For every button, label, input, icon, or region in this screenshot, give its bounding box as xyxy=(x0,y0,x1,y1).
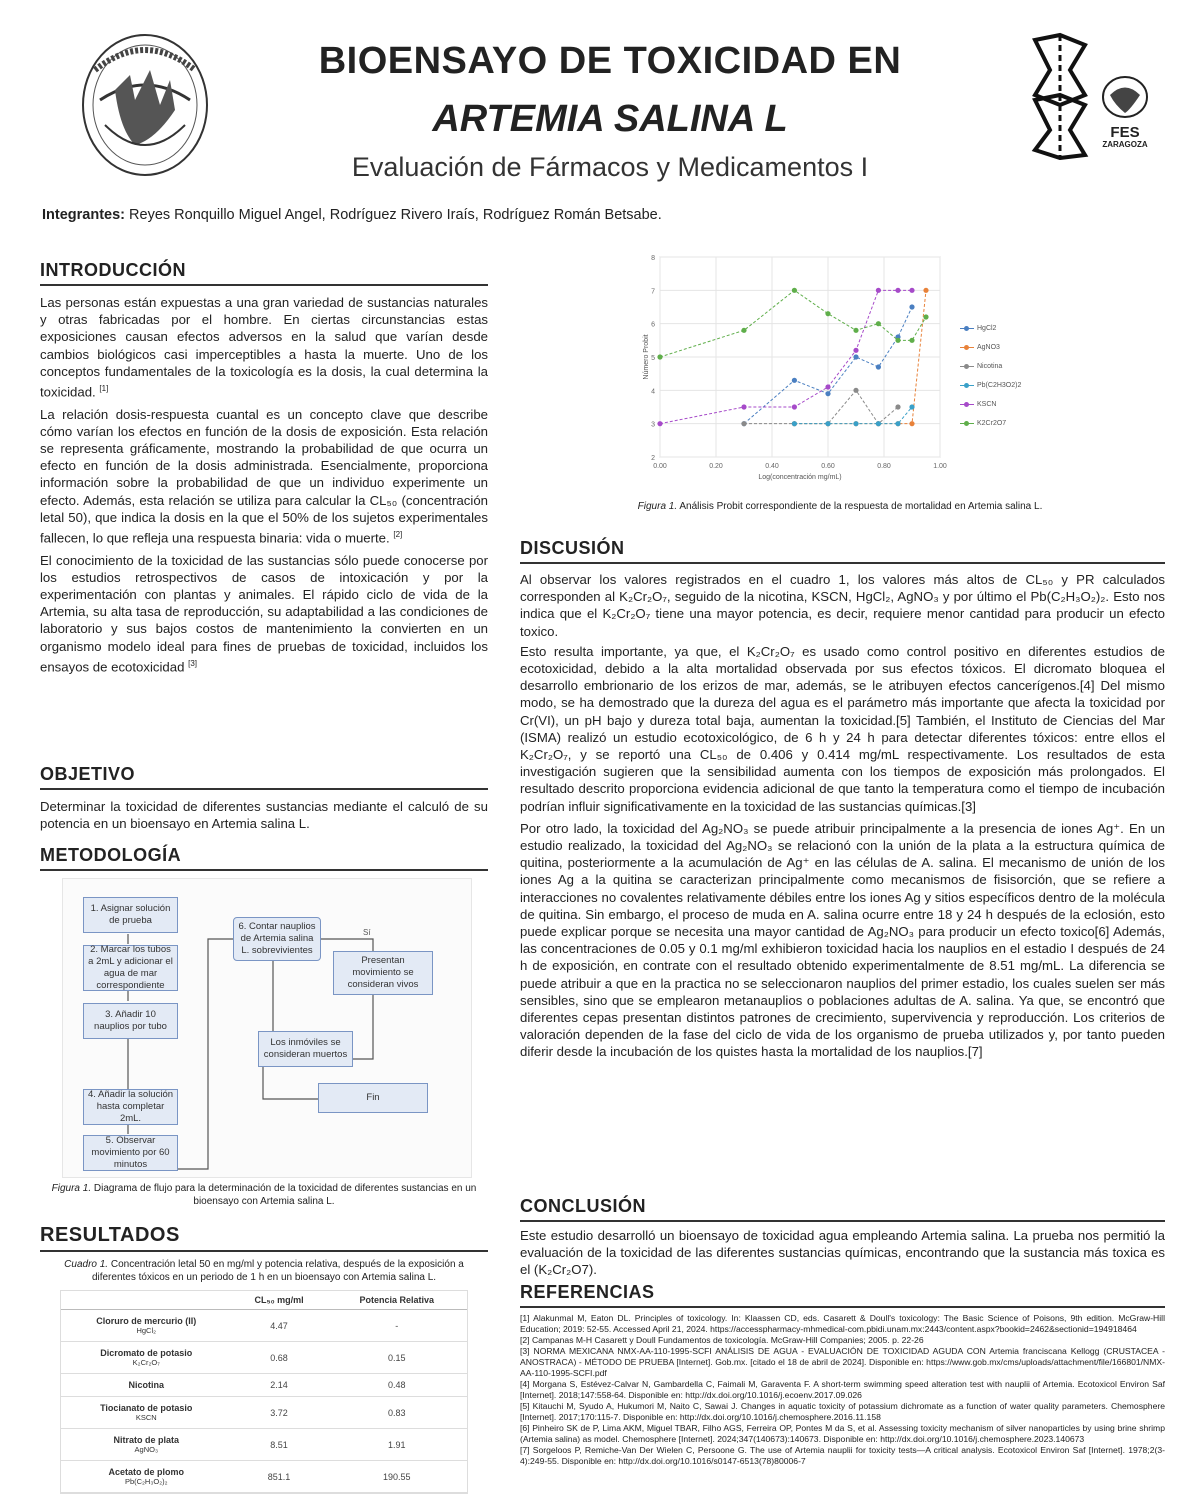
flow-caption-label: Figura 1. xyxy=(51,1183,92,1194)
intro-p2-text: La relación dosis-respuesta cuantal es un concepto clave que describe cómo varían los efectos en función de la dosis de exposición. Esta relación se representa gráficamente, mostrando la probabilidad de que ocurra un efecto en función de la dosis administrada. Esencialmente, proporciona información sobre la probabilidad de que un individuo experimente un efecto. Además, esta relación se utiliza para calcular la CL₅₀ (concentración letal 50), que indica la dosis en la que el 50% de los sujetos experimentales fallecen, lo que refleja una respuesta binaria: vida o muerte. xyxy=(40,406,488,546)
legend-swatch xyxy=(960,347,974,348)
table-row xyxy=(61,1397,467,1429)
data-point xyxy=(923,314,928,319)
fes-pattern-logo xyxy=(1030,30,1090,160)
flow-box-4: 4. Añadir la solución hasta completar 2mL. xyxy=(83,1089,178,1125)
data-point xyxy=(792,288,797,293)
data-point xyxy=(909,338,914,343)
reference-item: [6] Pinheiro SK de P, Lima AKM, Miguel TBAR, Filho AGS, Ferreira OP, Pontes M da S, et al. Assessing toxicity mechanism of silver nanoparticles by using brine shrimp (Artemia salina) as model. Chemosphere [Internet]. 2024;347(140673):140673. Disponible en: http://dx.doi.org/10.1016/j.chemosphere.2023.140673 xyxy=(520,1423,1165,1444)
legend-label: Pb(C2H3O2)2 xyxy=(977,382,1022,389)
results-table-wrap xyxy=(60,1290,468,1494)
data-point xyxy=(876,321,881,326)
metodologia-section xyxy=(40,845,488,871)
x-tick-label: 0.00 xyxy=(653,463,667,470)
unam-logo xyxy=(75,30,215,180)
intro-p3-text: El conocimiento de la toxicidad de las sustancias sólo puede conocerse por los estudios retrospectivos de casos de intoxicación y por la experimentación con plantas y animales. El rápido ciclo de vida de la Artemia, su alta tasa de reproducción, su adaptabilidad a las condiciones de laboratorio y sus bajos costos de mantenimiento la convierten en un organismo modelo ideal para fines de pruebas de toxicidad, incluidos los ensayos de ecotoxicidad xyxy=(40,552,488,675)
compound-name: Tiocianato de potasio KSCN xyxy=(61,1397,232,1429)
discusion-divider xyxy=(520,562,1165,564)
data-point xyxy=(909,421,914,426)
data-point xyxy=(853,354,858,359)
chart-legend xyxy=(960,325,1050,439)
referencias-divider xyxy=(520,1306,1165,1308)
authors-names: Reyes Ronquillo Miguel Angel, Rodríguez Rivero Iraís, Rodríguez Román Betsabe. xyxy=(129,207,662,223)
cl50-value: 851.1 xyxy=(232,1461,327,1493)
data-point xyxy=(853,348,858,353)
chart-caption-text: Análisis Probit correspondiente de la respuesta de mortalidad en Artemia salina L. xyxy=(679,501,1043,512)
intro-p1-ref: [1] xyxy=(99,384,109,394)
legend-entry xyxy=(960,325,1050,332)
legend-swatch xyxy=(960,328,974,329)
flow-caption-text: Diagrama de flujo para la determinación de la toxicidad de diferentes sustancias en un bioensayo con Artemia salina L. xyxy=(93,1183,477,1207)
discusion-paragraph-3: Por otro lado, la toxicidad del Ag₂NO₃ se puede atribuir principalmente a la presencia de iones Ag⁺. En un estudio realizado, la toxicidad del Ag₂NO₃ se relacionó con la unión de la plata a la estructura química de quitina, posteriormente a la acumulación de Ag⁺ en las células de A. salina. El mecanismo de unión de los iones Ag a la quitina se caracterizan principalmente como mecanismos de fisisorción, que se refiere a interacciones no covalentes relativamente débiles entre los iones Ag y sitios específicos dentro de la molécula de quitina. Sin embargo, el proceso de muda en A. salina ocurre entre 18 y 24 h después de la eclosión, esto puede explicar porque se necesita una mayor cantidad de Ag₂NO₃ para producir un efecto toxico[6] Además, las concentraciones de 0.05 y 0.1 mg/ml exhibieron toxicidad hacia los nauplios en el estadio I después de 24 h de exposición, en contrate con el resultado obtenido experimentalmente de 8.51 mg/mL. La diferencia se puede atribuir a que en la practica no se seleccionaron nauplios del primer estadio, los cuales suelen ser más sensibles, sino que se emplearon metanauplios o poblaciones adultas de A. salina. Ya que, se encontró que diferentes cepas presentan distintos patrones de crecimiento, supervivencia y reproducción. Los criterios de valoración dependen de la fase del ciclo de vida de los organismo de prueba utilizados y, por tanto pueden diferir desde la incubación de los quistes hasta la mortalidad de los nauplios.[7] xyxy=(520,820,1165,1060)
discusion-paragraph-2: Esto resulta importante, ya que, el K₂Cr₂O₇ es usado como control positivo en diferentes estudios de ecotoxicidad, debido a la alta mortalidad observada por sus efectos tóxicos. El dicromato bloquea el desarrollo embrionario de los erizos de mar, además, se le atribuyen efectos cancerígenos.[4] Del mismo modo, se ha demostrado que la dureza del agua es el parámetro más importante que afecta la toxicidad por Cr(VI), un pH bajo y dureza total baja, aumentan la toxicidad.[5] También, el Instituto de Ciencias del Mar (ISMA) realizó un estudio ecotoxicológico, de 6 h y 24 h para detectar diferentes tóxicos: entre ellos el K₂Cr₂O₇, y se reportó una CL₅₀ de 0.406 y 0.414 mg/mL respectivamente. Los resultados de esta investigación sugieren que la sensibilidad aumenta con los tiempos de exposición más prolongados. El resultado descrito proporciona evidencia adicional de que tanto la temperatura como el tiempo de incubación podrían influir significativamente en la toxicidad de las sustancias químicas.[3] xyxy=(520,643,1165,814)
objetivo-divider xyxy=(40,788,488,790)
data-point xyxy=(895,421,900,426)
data-point xyxy=(741,328,746,333)
y-tick-label: 4 xyxy=(651,388,655,396)
data-point xyxy=(909,288,914,293)
potency-value: 1.91 xyxy=(327,1429,467,1461)
compound-name: Nitrato de plata AgNO₃ xyxy=(61,1429,232,1461)
potency-value: 0.83 xyxy=(327,1397,467,1429)
reference-list xyxy=(520,1313,1165,1467)
x-tick-label: 1.00 xyxy=(933,463,947,470)
intro-p2-ref: [2] xyxy=(393,530,403,540)
objetivo-text: Determinar la toxicidad de diferentes sustancias mediante el calculó de su potencia en un bioensayo en Artemia salina L. xyxy=(40,799,488,832)
data-point xyxy=(792,404,797,409)
data-point xyxy=(895,288,900,293)
table-row xyxy=(61,1429,467,1461)
conclusion-divider xyxy=(520,1220,1165,1222)
intro-paragraph-2 xyxy=(40,406,488,547)
objetivo-title: OBJETIVO xyxy=(40,764,136,784)
intro-p3-ref: [3] xyxy=(188,658,198,668)
legend-label: AgNO3 xyxy=(977,344,1000,351)
referencias-title: REFERENCIAS xyxy=(520,1282,655,1302)
resultados-title: RESULTADOS xyxy=(40,1224,180,1246)
data-point xyxy=(876,421,881,426)
data-point xyxy=(825,384,830,389)
reference-item: [7] Sorgeloos P, Remiche-Van Der Wielen C, Persoone G. The use of Artemia nauplii for toxicity tests—A critical analysis. Ecotoxicol Environ Saf [Internet]. 1978;2(3-4):249-55. Disponible en: http://dx.doi.org/10.1016/s0147-6513(78)80006-7 xyxy=(520,1445,1165,1466)
resultados-section xyxy=(40,1224,488,1494)
x-tick-label: 0.60 xyxy=(821,463,835,470)
intro-paragraph-3 xyxy=(40,552,488,676)
legend-label: KSCN xyxy=(977,401,997,408)
cl50-value: 3.72 xyxy=(232,1397,327,1429)
objetivo-section xyxy=(40,764,488,832)
intro-section xyxy=(40,260,488,675)
compound-formula: K₂Cr₂O₇ xyxy=(132,1358,160,1367)
cl50-value: 2.14 xyxy=(232,1374,327,1397)
flow-box-1: 1. Asignar solución de prueba xyxy=(83,897,178,933)
compound-name: Nicotina xyxy=(61,1374,232,1397)
table-row xyxy=(61,1310,467,1342)
poster-title-line1: BIOENSAYO DE TOXICIDAD EN xyxy=(318,40,902,82)
table-header-cell xyxy=(61,1291,232,1310)
reference-item: [3] NORMA MEXICANA NMX-AA-110-1995-SCFI ANÁLISIS DE AGUA - EVALUACIÓN DE TOXICIDAD AGUDA CON Artemia franciscana Kellogg (CRUSTACEA - ANOSTRACA) - MÉTODO DE PRUEBA [Internet]. Gob.mx. [citado el 18 de abril de 2024]. Disponible en: https://www.gob.mx/cms/uploads/attachment/file/166801/NMX-AA-110-1995-SCFI.pdf xyxy=(520,1346,1165,1378)
legend-entry xyxy=(960,420,1050,427)
y-axis-label: Número Probit xyxy=(643,334,650,380)
poster-subtitle: Evaluación de Fármacos y Medicamentos I xyxy=(351,152,869,182)
metodologia-divider xyxy=(40,869,488,871)
reference-item: [2] Campanas M-H Casarett y Doull Fundamentos de toxicología. McGraw-Hill Companies; 2005. p. 22-26 xyxy=(520,1335,924,1345)
referencias-section xyxy=(520,1282,1165,1467)
flow-box-vivos: Presentan movimiento se consideran vivos xyxy=(333,951,433,995)
legend-swatch xyxy=(960,366,974,367)
table-row xyxy=(61,1374,467,1397)
conclusion-text: Este estudio desarrolló un bioensayo de toxicidad agua empleando Artemia salina. La prueba nos permitió la evaluación de la toxicidad de las diferentes sustancias químicas, encontrando que la sustancia más toxica es el (K₂Cr₂O7). xyxy=(520,1228,1165,1278)
data-point xyxy=(657,421,662,426)
intro-divider xyxy=(40,284,488,286)
legend-swatch xyxy=(960,423,974,424)
data-point xyxy=(825,391,830,396)
flow-box-muertos: Los inmóviles se consideran muertos xyxy=(258,1031,353,1067)
flow-box-2: 2. Marcar los tubos a 2mL y adicionar el agua de mar correspondiente xyxy=(83,945,178,991)
compound-formula: AgNO₃ xyxy=(134,1445,158,1454)
table-header-cell: Potencia Relativa xyxy=(327,1291,467,1310)
authors-line xyxy=(42,207,942,223)
table-caption-label: Cuadro 1. xyxy=(64,1259,109,1270)
legend-entry xyxy=(960,344,1050,351)
data-point xyxy=(909,304,914,309)
potency-value: 190.55 xyxy=(327,1461,467,1493)
table-header-row xyxy=(61,1291,467,1310)
data-point xyxy=(923,288,928,293)
table-caption-text: Concentración letal 50 en mg/ml y potencia relativa, después de la exposición a diferentes tóxicos en un periodo de 1 h en un bioensayo con Artemia salina L. xyxy=(91,1259,464,1283)
table-header-cell: CL₅₀ mg/ml xyxy=(232,1291,327,1310)
table-caption xyxy=(40,1258,488,1284)
legend-swatch xyxy=(960,385,974,386)
y-tick-label: 5 xyxy=(651,355,655,362)
data-point xyxy=(792,421,797,426)
reference-item: [5] Kitauchi M, Syudo A, Hukumori M, Naito C, Sawai J. Changes in aquatic toxicity of potassium dichromate as a function of water quality parameters. Chemosphere [Internet]. 2017;170:115-7. Disponible en: http://dx.doi.org/10.1016/j.chemosphere.2016.11.158 xyxy=(520,1401,1165,1422)
data-point xyxy=(741,404,746,409)
table-row xyxy=(61,1461,467,1493)
flow-box-5: 5. Observar movimiento por 60 minutos xyxy=(83,1135,178,1171)
data-point xyxy=(895,338,900,343)
cl50-value: 0.68 xyxy=(232,1342,327,1374)
legend-label: K2Cr2O7 xyxy=(977,420,1007,427)
zaragoza-logo-text: ZARAGOZA xyxy=(1102,140,1148,149)
data-point xyxy=(825,311,830,316)
x-tick-label: 0.20 xyxy=(709,463,723,470)
x-axis-label: Log(concentración mg/mL) xyxy=(758,474,842,481)
cl50-value: 8.51 xyxy=(232,1429,327,1461)
y-tick-label: 8 xyxy=(651,255,655,262)
data-point xyxy=(895,404,900,409)
discusion-section xyxy=(520,538,1165,1061)
discusion-title: DISCUSIÓN xyxy=(520,538,625,558)
data-point xyxy=(853,421,858,426)
y-tick-label: 2 xyxy=(651,455,655,462)
arrow-label-si: Sí xyxy=(363,928,371,937)
data-point xyxy=(657,354,662,359)
poster-title-line2: ARTEMIA SALINA L xyxy=(432,98,788,140)
conclusion-title: CONCLUSIÓN xyxy=(520,1196,646,1216)
metodologia-title: METODOLOGÍA xyxy=(40,845,182,865)
data-point xyxy=(825,421,830,426)
legend-label: HgCl2 xyxy=(977,325,997,332)
fes-zaragoza-logo xyxy=(1095,75,1155,155)
flow-box-3: 3. Añadir 10 nauplios por tubo xyxy=(83,1003,178,1039)
intro-title: INTRODUCCIÓN xyxy=(40,260,186,280)
reference-item: [1] Alakunmal M, Eaton DL. Principles of toxicology. In: Klaassen CD, eds. Casarett & Doull's toxicology: The Basic Science of Poisons, 9th edition. McGraw-Hill Education; 2019: 52-55. Accessed April 21, 2024. https://accesspharmacy-mhmedical-com.pbidi.unam.mx:2443/content.aspx?bookid=2462&sectionid=194918464 xyxy=(520,1313,1165,1334)
x-tick-label: 0.80 xyxy=(877,463,891,470)
y-tick-label: 6 xyxy=(651,321,655,329)
conclusion-section xyxy=(520,1196,1165,1279)
data-point xyxy=(876,288,881,293)
data-point xyxy=(792,378,797,383)
legend-swatch xyxy=(960,404,974,405)
compound-formula: KSCN xyxy=(135,1413,157,1422)
data-point xyxy=(853,388,858,393)
data-point xyxy=(853,328,858,333)
data-point xyxy=(909,404,914,409)
data-point xyxy=(741,421,746,426)
intro-p1-text: Las personas están expuestas a una gran variedad de sustancias naturales y otras fabricadas por el hombre. En ciertas circunstancias estas exposiciones causan efectos adversos en la salud que varían desde cambios biológicos casi imperceptibles a hasta la muerte. Uno de los conceptos fundamentales de la toxicología es la dosis, la cual determina la toxicidad. xyxy=(40,295,488,400)
reference-item: [4] Morgana S, Estévez-Calvar N, Gambardella C, Faimali M, Garaventa F. A short-term swimming speed alteration test with nauplii of Artemia. Ecotoxicol Environ Saf [Internet]. 2018;147:558-64. Disponible en: http://dx.doi.org/10.1016/j.ecoenv.2017.09.026 xyxy=(520,1379,1165,1400)
compound-name: Dicromato de potasio K₂Cr₂O₇ xyxy=(61,1342,232,1374)
potency-value: 0.48 xyxy=(327,1374,467,1397)
chart-caption-label: Figura 1. xyxy=(637,501,678,512)
legend-entry xyxy=(960,363,1050,370)
flow-box-6: 6. Contar nauplios de Artemia salina L. sobrevivientes xyxy=(233,917,321,961)
compound-formula: Pb(C₂H₃O₂)₂ xyxy=(124,1477,168,1486)
flow-caption xyxy=(40,1182,488,1208)
intro-paragraph-1 xyxy=(40,294,488,401)
legend-entry xyxy=(960,382,1050,389)
resultados-divider xyxy=(40,1250,488,1252)
legend-entry xyxy=(960,401,1050,408)
table-body xyxy=(61,1310,467,1493)
table-row xyxy=(61,1342,467,1374)
discusion-paragraph-1: Al observar los valores registrados en el cuadro 1, los valores más altos de CL₅₀ y PR calculados corresponden al K₂Cr₂O₇, seguido de la nicotina, KSCN, HgCl₂, AgNO₃ y por último el Pb(C₂H₃O₂)₂. Esto nos indica que el K₂Cr₂O₇ tiene una mayor potencia, es decir, requiere menor cantidad para producir un efecto toxico. xyxy=(520,572,1165,639)
fes-logo-text: FES xyxy=(1110,124,1140,141)
compound-name: Acetato de plomo Pb(C₂H₃O₂)₂ xyxy=(61,1461,232,1493)
flow-diagram xyxy=(62,878,472,1178)
y-tick-label: 7 xyxy=(651,288,655,296)
y-tick-label: 3 xyxy=(651,421,655,429)
data-point xyxy=(876,364,881,369)
flow-box-fin: Fin xyxy=(318,1083,428,1113)
results-table xyxy=(61,1291,467,1493)
x-tick-label: 0.40 xyxy=(765,463,779,470)
cl50-value: 4.47 xyxy=(232,1310,327,1342)
compound-name: Cloruro de mercurio (II) HgCl₂ xyxy=(61,1310,232,1342)
potency-value: 0.15 xyxy=(327,1342,467,1374)
potency-value: - xyxy=(327,1310,467,1342)
legend-label: Nicotina xyxy=(977,363,1003,370)
chart-caption xyxy=(520,500,1160,513)
compound-formula: HgCl₂ xyxy=(136,1326,157,1335)
authors-label: Integrantes: xyxy=(42,207,125,223)
